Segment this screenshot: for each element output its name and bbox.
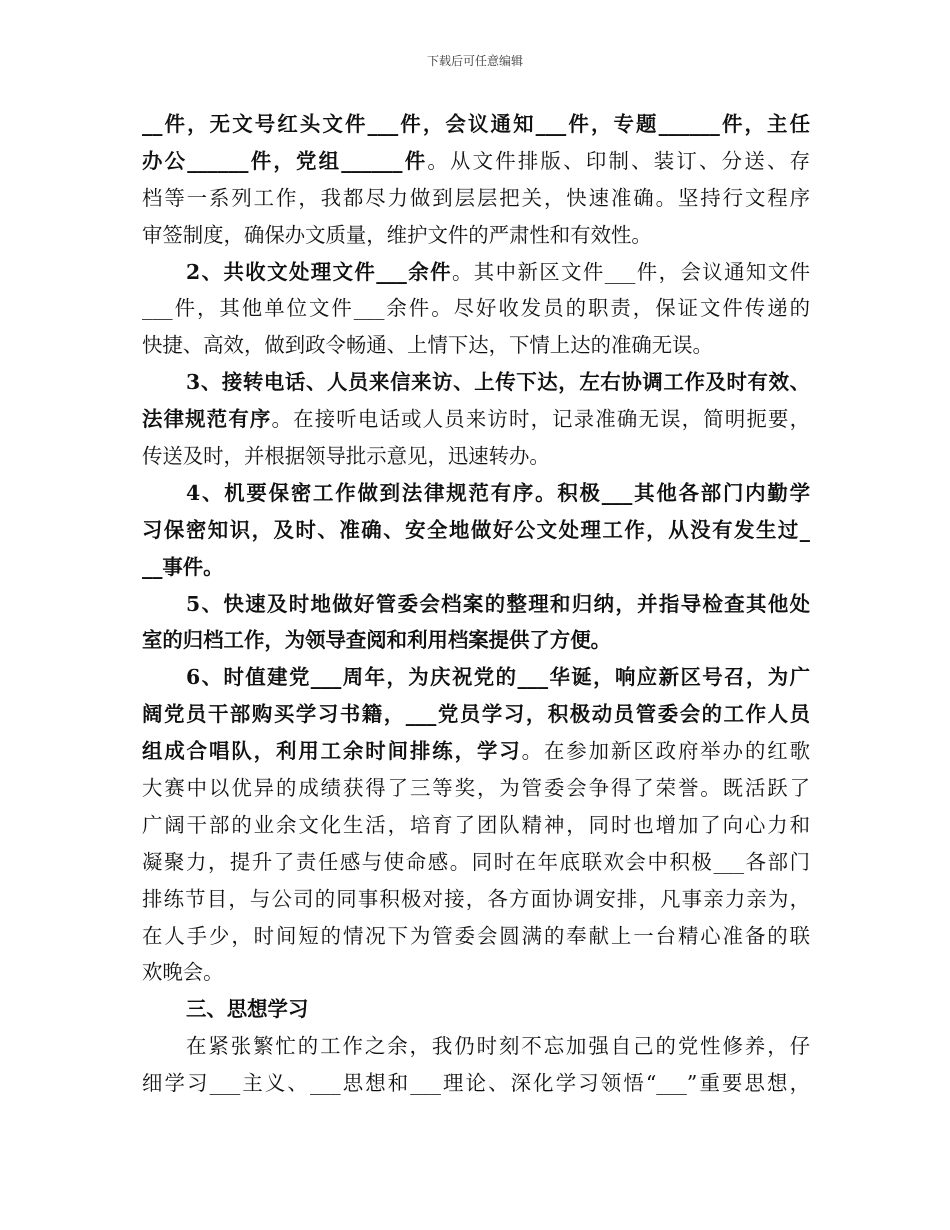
text-segment: 。其中新区文件___件，会议通知文件 xyxy=(451,259,810,284)
text-segment: 。在接听电话或人员来访时，记录准确无误，简明扼要， xyxy=(271,407,811,432)
text-segment: 欢晚会。 xyxy=(142,960,224,985)
text-segment: 档等一系列工作，我都尽力做到层层把关，快速准确。坚持行文程序 xyxy=(142,185,810,210)
bold-text-segment: 三、思想学习 xyxy=(186,997,309,1022)
text-line xyxy=(142,217,810,254)
text-segment: 排练节目，与公司的同事积极对接，各方面协调安排，凡事亲力亲为， xyxy=(142,886,810,911)
text-line xyxy=(142,364,810,401)
text-segment: ___件，其他单位文件___余件。尽好收发员的职责，保证文件传递的 xyxy=(142,296,810,321)
text-line xyxy=(142,954,810,991)
text-line xyxy=(142,438,810,475)
bold-text-segment: 2、共收文处理文件___余件 xyxy=(186,259,452,284)
text-segment: 传送及时，并根据领导批示意见，迅速转办。 xyxy=(142,444,550,469)
text-line xyxy=(142,881,810,918)
text-segment: 大赛中以优异的成绩获得了三等奖，为管委会争得了荣誉。既活跃了 xyxy=(142,776,810,801)
bold-text-segment: 办公______件，党组______件 xyxy=(142,148,428,173)
text-line xyxy=(142,401,810,438)
bold-text-segment: 室的归档工作，为领导查阅和利用档案提供了方便。 xyxy=(142,628,611,653)
text-line xyxy=(142,549,810,586)
text-line xyxy=(142,512,810,549)
text-segment: 审签制度，确保办文质量，维护文件的严肃性和有效性。 xyxy=(142,222,652,247)
text-line xyxy=(142,475,810,512)
text-line xyxy=(142,143,810,180)
text-line xyxy=(142,1028,810,1065)
text-segment: 广阔干部的业余文化生活，培育了团队精神，同时也增加了向心力和 xyxy=(142,812,810,837)
bold-text-segment: 习保密知识，及时、准确、安全地做好公文处理工作，从没有发生过_ xyxy=(142,517,810,542)
text-segment: 。在参加新区政府举办的红歌 xyxy=(521,739,811,764)
text-segment: 在人手少，时间短的情况下为管委会圆满的奉献上一台精心准备的联 xyxy=(142,923,810,948)
text-segment: 在紧张繁忙的工作之余，我仍时刻不忘加强自己的党性修养，仔 xyxy=(186,1034,810,1059)
text-line xyxy=(142,106,810,143)
text-line xyxy=(142,991,810,1028)
document-body xyxy=(142,106,810,1102)
text-line xyxy=(142,770,810,807)
text-line xyxy=(142,659,810,696)
text-line xyxy=(142,327,810,364)
text-line xyxy=(142,586,810,623)
text-line xyxy=(142,807,810,844)
text-line xyxy=(142,733,810,770)
bold-text-segment: 4、机要保密工作做到法律规范有序。积极___其他各部门内勤学 xyxy=(186,480,810,505)
text-segment: 快捷、高效，做到政令畅通、上情下达，下情上达的准确无误。 xyxy=(142,333,713,358)
text-segment: 凝聚力，提升了责任感与使命感。同时在年底联欢会中积极___各部门 xyxy=(142,849,810,874)
bold-text-segment: 3、接转电话、人员来信来访、上传下达，左右协调工作及时有效、 xyxy=(186,370,810,395)
text-segment: 。从文件排版、印制、装订、分送、存 xyxy=(427,148,811,173)
bold-text-segment: 组成合唱队，利用工余时间排练，学习 xyxy=(142,739,522,764)
bold-text-segment: 阔党员干部购买学习书籍，___党员学习，积极动员管委会的工作人员 xyxy=(142,702,810,727)
text-line xyxy=(142,1065,810,1102)
text-line xyxy=(142,254,810,291)
bold-text-segment: 法律规范有序 xyxy=(142,407,272,432)
text-line xyxy=(142,622,810,659)
bold-text-segment: __事件。 xyxy=(142,554,224,579)
text-line xyxy=(142,844,810,881)
text-line xyxy=(142,918,810,955)
bold-text-segment: 6、时值建党___周年，为庆祝党的___华诞，响应新区号召，为广 xyxy=(186,665,810,690)
bold-text-segment: __件，无文号红头文件___件，会议通知___件，专题______件，主任 xyxy=(142,112,810,136)
text-line xyxy=(142,696,810,733)
text-line xyxy=(142,290,810,327)
page-header: 下载后可任意编辑 xyxy=(426,54,523,68)
text-line xyxy=(142,180,810,217)
bold-text-segment: 5、快速及时地做好管委会档案的整理和归纳，并指导检查其他处 xyxy=(186,591,810,616)
text-segment: 细学习___主义、___思想和___理论、深化学习领悟“___”重要思想， xyxy=(142,1071,810,1096)
